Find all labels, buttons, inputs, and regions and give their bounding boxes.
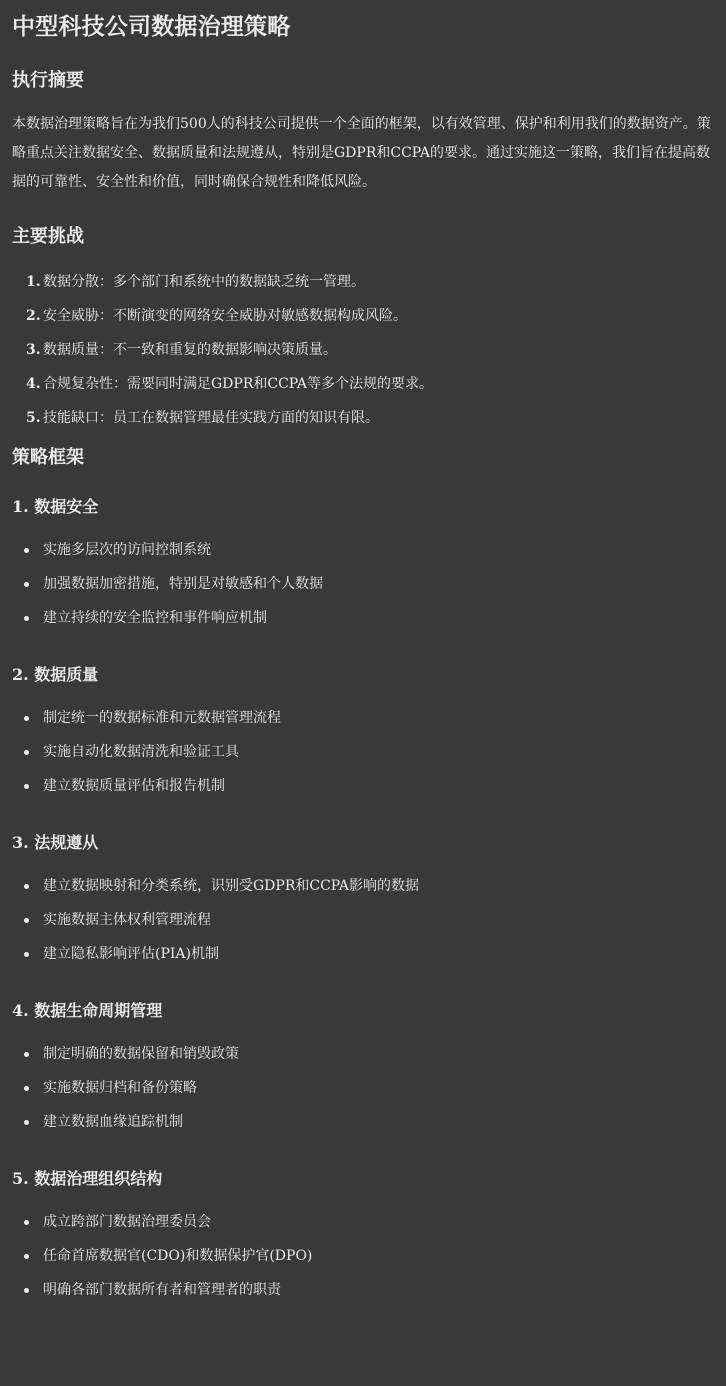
list-item bbox=[12, 741, 714, 775]
list-item-text: 任命首席数据官(CDO)和数据保护官(DPO) bbox=[43, 1248, 313, 1264]
bullet-icon bbox=[24, 1220, 29, 1225]
bullet-icon bbox=[24, 884, 29, 889]
list-item bbox=[12, 539, 714, 573]
challenge-text: 数据质量：不一致和重复的数据影响决策质量。 bbox=[43, 342, 337, 358]
section-heading-compliance: 3. 法规遵从 bbox=[12, 833, 99, 852]
bullet-icon bbox=[24, 582, 29, 587]
list-item bbox=[12, 943, 714, 977]
list-number: 5. bbox=[26, 410, 41, 426]
list-item-text: 实施数据主体权利管理流程 bbox=[43, 912, 211, 928]
challenge-item bbox=[12, 373, 714, 407]
bullet-icon bbox=[24, 784, 29, 789]
bullet-icon bbox=[24, 548, 29, 553]
bullet-icon bbox=[24, 1052, 29, 1057]
challenge-item bbox=[12, 305, 714, 339]
page-title: 中型科技公司数据治理策略 bbox=[12, 13, 291, 40]
section-list-lifecycle bbox=[12, 1043, 714, 1145]
challenge-text: 安全威胁：不断演变的网络安全威胁对敏感数据构成风险。 bbox=[43, 308, 407, 324]
list-item-text: 制定统一的数据标准和元数据管理流程 bbox=[43, 710, 281, 726]
challenge-item bbox=[12, 339, 714, 373]
list-item-text: 加强数据加密措施，特别是对敏感和个人数据 bbox=[43, 576, 323, 592]
challenge-item bbox=[12, 407, 714, 441]
list-item bbox=[12, 1279, 714, 1313]
list-item-text: 建立隐私影响评估(PIA)机制 bbox=[43, 946, 219, 962]
executive-summary-paragraph: 本数据治理策略旨在为我们500人的科技公司提供一个全面的框架，以有效管理、保护和利用我们的数据资产。策略重点关注数据安全、数据质量和法规遵从，特别是GDPR和CCPA的要求。通过实施这一策略，我们旨在提高数据的可靠性、安全性和价值，同时确保合规性和降低风险。 bbox=[12, 116, 711, 190]
bullet-icon bbox=[24, 616, 29, 621]
list-item-text: 建立数据质量评估和报告机制 bbox=[43, 778, 225, 794]
bullet-icon bbox=[24, 1254, 29, 1259]
list-item bbox=[12, 1111, 714, 1145]
challenge-item bbox=[12, 271, 714, 305]
list-item-text: 实施多层次的访问控制系统 bbox=[43, 542, 211, 558]
list-item-text: 建立数据映射和分类系统，识别受GDPR和CCPA影响的数据 bbox=[43, 878, 420, 894]
list-item bbox=[12, 573, 714, 607]
list-item bbox=[12, 707, 714, 741]
section-list-compliance bbox=[12, 875, 714, 977]
list-item-text: 制定明确的数据保留和销毁政策 bbox=[43, 1046, 239, 1062]
list-item-text: 明确各部门数据所有者和管理者的职责 bbox=[43, 1282, 281, 1298]
list-number: 4. bbox=[26, 376, 41, 392]
section-heading-lifecycle: 4. 数据生命周期管理 bbox=[12, 1001, 163, 1020]
list-item bbox=[12, 1245, 714, 1279]
challenge-text: 技能缺口：员工在数据管理最佳实践方面的知识有限。 bbox=[43, 410, 379, 426]
bullet-icon bbox=[24, 1086, 29, 1091]
list-item bbox=[12, 775, 714, 809]
executive-summary-heading: 执行摘要 bbox=[12, 70, 84, 91]
section-list-organization bbox=[12, 1211, 714, 1313]
bullet-icon bbox=[24, 1120, 29, 1125]
list-item bbox=[12, 607, 714, 641]
list-number: 1. bbox=[26, 274, 41, 290]
section-list-data-quality bbox=[12, 707, 714, 809]
section-list-data-security bbox=[12, 539, 714, 641]
bullet-icon bbox=[24, 750, 29, 755]
list-item bbox=[12, 1077, 714, 1111]
list-item bbox=[12, 1043, 714, 1077]
challenges-list bbox=[12, 271, 714, 441]
list-item-text: 建立持续的安全监控和事件响应机制 bbox=[43, 610, 267, 626]
bullet-icon bbox=[24, 952, 29, 957]
section-heading-organization: 5. 数据治理组织结构 bbox=[12, 1169, 163, 1188]
list-item-text: 建立数据血缘追踪机制 bbox=[43, 1114, 183, 1130]
list-item-text: 实施数据归档和备份策略 bbox=[43, 1080, 197, 1096]
framework-heading: 策略框架 bbox=[12, 447, 84, 468]
list-number: 3. bbox=[26, 342, 41, 358]
list-item-text: 实施自动化数据清洗和验证工具 bbox=[43, 744, 239, 760]
list-number: 2. bbox=[26, 308, 41, 324]
list-item bbox=[12, 875, 714, 909]
section-heading-data-quality: 2. 数据质量 bbox=[12, 665, 99, 684]
challenges-heading: 主要挑战 bbox=[12, 226, 84, 247]
challenge-text: 合规复杂性：需要同时满足GDPR和CCPA等多个法规的要求。 bbox=[43, 376, 434, 392]
list-item bbox=[12, 1211, 714, 1245]
section-heading-data-security: 1. 数据安全 bbox=[12, 497, 99, 516]
bullet-icon bbox=[24, 918, 29, 923]
bullet-icon bbox=[24, 1288, 29, 1293]
list-item-text: 成立跨部门数据治理委员会 bbox=[43, 1214, 211, 1230]
bullet-icon bbox=[24, 716, 29, 721]
list-item bbox=[12, 909, 714, 943]
challenge-text: 数据分散：多个部门和系统中的数据缺乏统一管理。 bbox=[43, 274, 365, 290]
